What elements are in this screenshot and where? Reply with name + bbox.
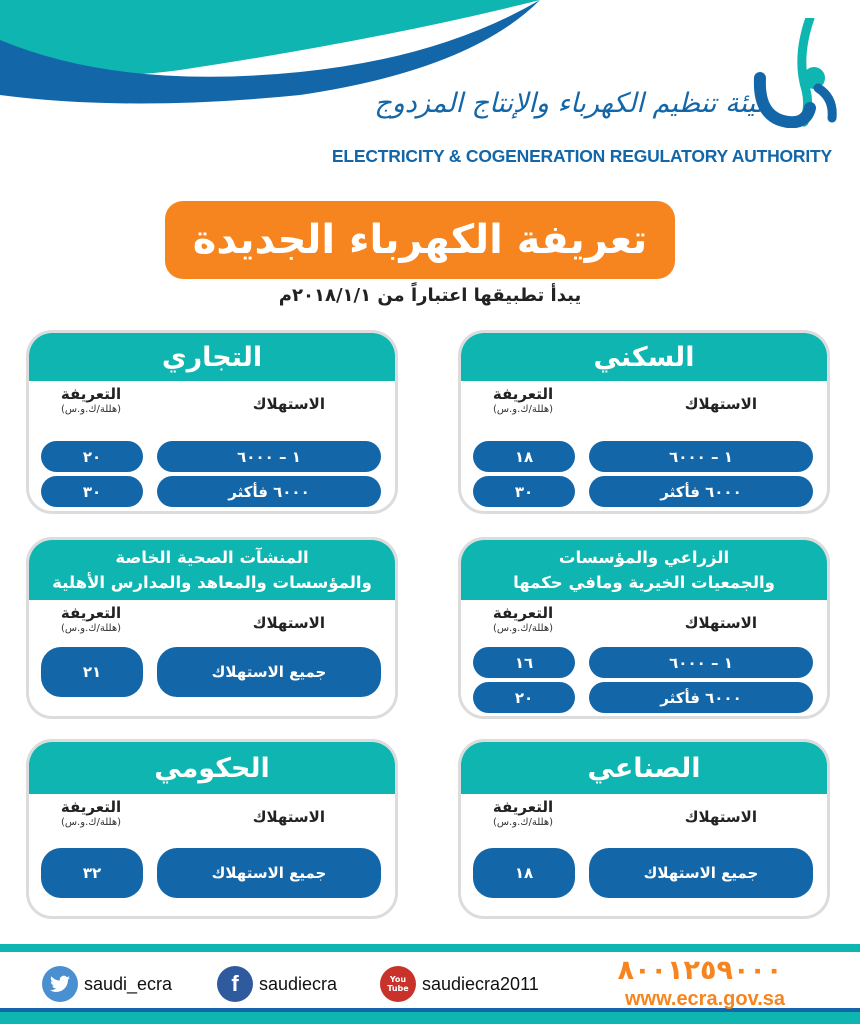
consumption-header: الاستهلاك [684, 614, 757, 632]
card-agricultural-title-line2: والجمعيات الخيرية ومافي حكمها [513, 573, 775, 592]
tariff-header [473, 385, 573, 415]
card-agricultural-title-line1: الزراعي والمؤسسات [558, 548, 730, 567]
table-row [29, 441, 395, 472]
table-row [461, 441, 827, 472]
tariff-value: ٣٠ [41, 476, 143, 507]
table-row [29, 647, 395, 697]
table-row [461, 476, 827, 507]
tariff-unit-label: (هللة/ك.و.س) [492, 623, 554, 634]
card-residential-title: السكني [461, 333, 827, 381]
tariff-header [473, 798, 573, 828]
consumption-range: جميع الاستهلاك [589, 848, 813, 898]
footer-bottom-band [0, 1012, 860, 1024]
ecra-logo [331, 18, 850, 178]
tariff-header-label: التعريفة [60, 385, 122, 403]
consumption-header: الاستهلاك [684, 808, 757, 826]
tariff-unit-label: (هللة/ك.و.س) [60, 623, 122, 634]
tariff-header-label: التعريفة [492, 798, 554, 816]
card-government-title: الحكومي [29, 742, 395, 794]
table-row [461, 682, 827, 713]
consumption-header: الاستهلاك [252, 395, 325, 413]
tariff-value: ١٦ [473, 647, 575, 678]
tariff-header [41, 385, 141, 415]
consumption-range: ١ – ٦٠٠٠ [589, 647, 813, 678]
facebook-icon: f [217, 966, 253, 1002]
tariff-header [41, 798, 141, 828]
tariff-unit-label: (هللة/ك.و.س) [492, 817, 554, 828]
consumption-range: ١ – ٦٠٠٠ [589, 441, 813, 472]
card-agricultural-charity [458, 537, 830, 719]
tariff-value: ٢٠ [473, 682, 575, 713]
tariff-value: ٢٠ [41, 441, 143, 472]
tariff-value: ٣٠ [473, 476, 575, 507]
youtube-icon [380, 966, 416, 1002]
tariff-header-label: التعريفة [60, 604, 122, 622]
youtube-icon-text: You Tube [387, 975, 409, 993]
table-row [29, 476, 395, 507]
tariff-value: ٢١ [41, 647, 143, 697]
tariff-value: ١٨ [473, 441, 575, 472]
facebook-link[interactable] [217, 966, 337, 1002]
logo-arabic-name: هيئة تنظيم الكهرباء والإنتاج المزدوج [374, 88, 770, 119]
card-residential [458, 330, 830, 514]
tariff-unit-label: (هللة/ك.و.س) [492, 404, 554, 415]
tariff-value: ١٨ [473, 848, 575, 898]
card-commercial [26, 330, 398, 514]
card-private-health-title [29, 540, 395, 600]
tariff-header [473, 604, 573, 634]
twitter-link[interactable] [42, 966, 172, 1002]
logo-english-name: ELECTRICITY & COGENERATION REGULATORY AUTHORITY [331, 146, 832, 166]
column-headers [29, 600, 395, 640]
tariff-unit-label: (هللة/ك.و.س) [60, 404, 122, 415]
youtube-handle: saudiecra2011 [422, 973, 539, 994]
consumption-range: ٦٠٠٠ فأكثر [589, 682, 813, 713]
table-row [461, 647, 827, 678]
tariff-header-label: التعريفة [60, 798, 122, 816]
card-private-health-schools [26, 537, 398, 719]
consumption-range: ٦٠٠٠ فأكثر [157, 476, 381, 507]
footer-top-band [0, 944, 860, 952]
consumption-header: الاستهلاك [252, 808, 325, 826]
tariff-header [41, 604, 141, 634]
column-headers [461, 381, 827, 421]
tariff-unit-label: (هللة/ك.و.س) [60, 817, 122, 828]
twitter-icon [42, 966, 78, 1002]
card-government [26, 739, 398, 919]
column-headers [461, 794, 827, 834]
column-headers [29, 794, 395, 834]
column-headers [461, 600, 827, 640]
consumption-range: ٦٠٠٠ فأكثر [589, 476, 813, 507]
page-title-banner [165, 201, 675, 279]
tariff-header-label: التعريفة [492, 604, 554, 622]
phone-number[interactable]: ٨٠٠١٢٥٩٠٠٠ [617, 955, 783, 986]
tariff-header-label: التعريفة [492, 385, 554, 403]
card-industrial-title: الصناعي [461, 742, 827, 794]
twitter-handle: saudi_ecra [84, 973, 173, 994]
effective-date-subtitle: يبدأ تطبيقها اعتباراً من ٢٠١٨/١/١م [278, 285, 582, 306]
website-link[interactable]: www.ecra.gov.sa [624, 988, 786, 1010]
consumption-header: الاستهلاك [684, 395, 757, 413]
consumption-range: ١ – ٦٠٠٠ [157, 441, 381, 472]
card-industrial [458, 739, 830, 919]
tariff-value: ٣٢ [41, 848, 143, 898]
card-private-health-title-line2: والمؤسسات والمعاهد والمدارس الأهلية [52, 573, 372, 592]
table-row [461, 848, 827, 898]
consumption-range: جميع الاستهلاك [157, 848, 381, 898]
card-commercial-title: التجاري [29, 333, 395, 381]
column-headers [29, 381, 395, 421]
consumption-range: جميع الاستهلاك [157, 647, 381, 697]
youtube-link[interactable] [380, 966, 539, 1002]
page-title: تعريفة الكهرباء الجديدة [192, 217, 648, 263]
table-row [29, 848, 395, 898]
facebook-handle: saudiecra [259, 973, 338, 994]
card-private-health-title-line1: المنشآت الصحية الخاصة [115, 548, 309, 567]
consumption-header: الاستهلاك [252, 614, 325, 632]
card-agricultural-title [461, 540, 827, 600]
